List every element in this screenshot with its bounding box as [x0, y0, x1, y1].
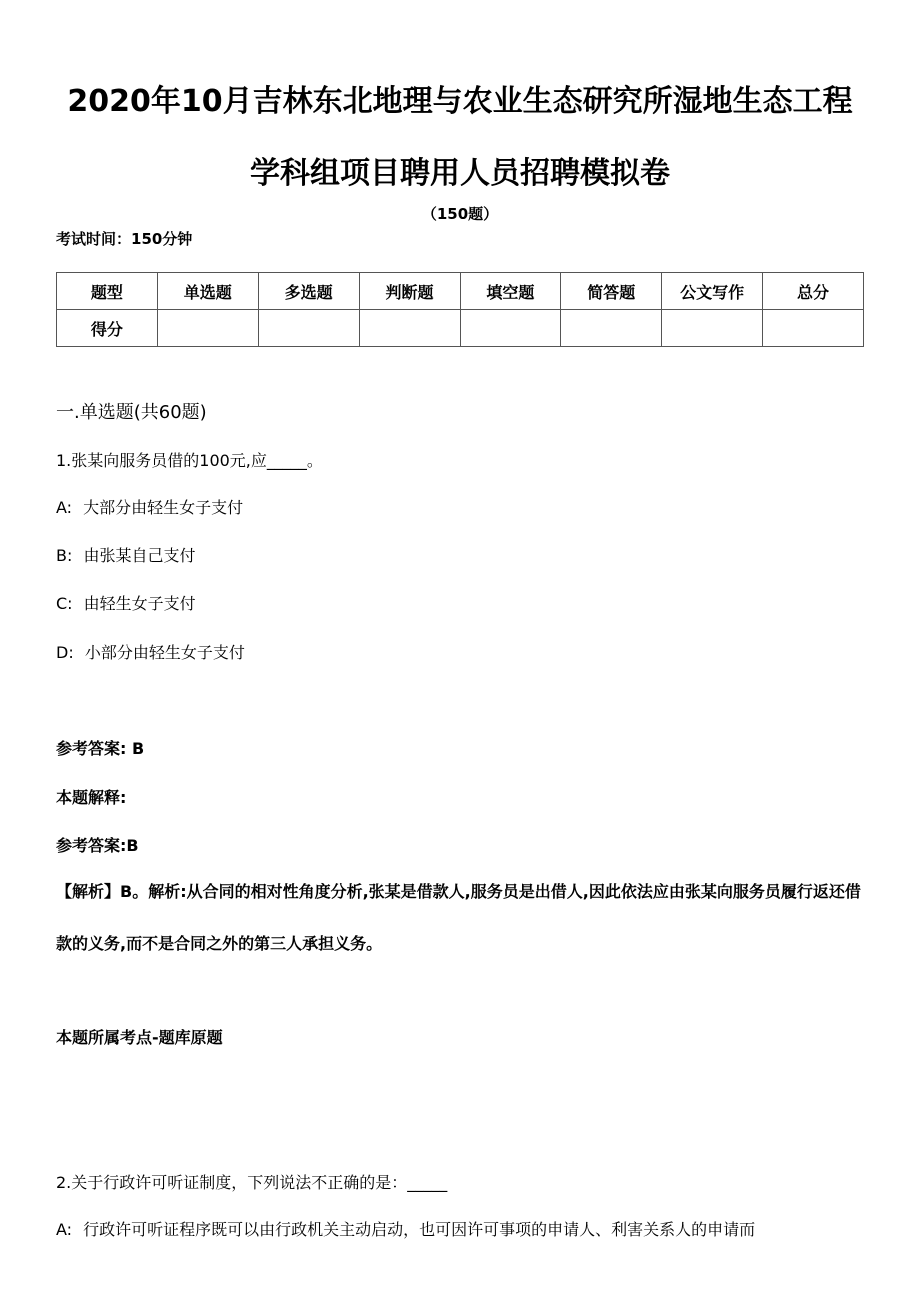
- question-1-option-c: [56, 591, 196, 614]
- score-cell: [359, 310, 460, 347]
- question-1-answer: 参考答案: B: [56, 739, 145, 758]
- question-1-explain-label: 本题解释:: [56, 788, 127, 807]
- option-key: C:: [56, 594, 73, 613]
- question-2-option-a: [56, 1217, 755, 1240]
- score-table-score-row: [57, 310, 864, 347]
- score-row-label: 得分: [57, 310, 158, 347]
- option-text: 由张某自己支付: [83, 546, 196, 565]
- question-1-option-a: [56, 495, 243, 518]
- question-1-option-b: [56, 543, 195, 566]
- option-key: A:: [56, 498, 73, 517]
- question-count: （150题）: [421, 205, 499, 223]
- question-2-stem: 2.关于行政许可听证制度，下列说法不正确的是：_____: [56, 1173, 448, 1192]
- score-cell: [258, 310, 359, 347]
- doc-title-line1: 2020年10月吉林东北地理与农业生态研究所湿地生态工程: [67, 84, 853, 119]
- option-key: A:: [56, 1220, 73, 1239]
- score-cell: [763, 310, 864, 347]
- score-cell: [561, 310, 662, 347]
- score-cell: [460, 310, 561, 347]
- score-header-cell: 单选题: [157, 273, 258, 310]
- score-table-header-row: [57, 273, 864, 310]
- exam-time: 考试时间：150分钟: [56, 230, 193, 248]
- question-1-answer-repeat: 参考答案:B: [56, 836, 139, 855]
- option-text: 行政许可听证程序既可以由行政机关主动启动，也可因许可事项的申请人、利害关系人的申请而: [83, 1220, 756, 1239]
- question-1-stem: 1.张某向服务员借的100元,应_____。: [56, 451, 323, 470]
- score-cell: [662, 310, 763, 347]
- score-table: [56, 272, 864, 347]
- section-title: 一.单选题(共60题): [56, 402, 207, 423]
- question-1-analysis: 【解析】B。解析:从合同的相对性角度分析,张某是借款人,服务员是出借人,因此依法应由张某向服务员履行返还借款的义务,而不是合同之外的第三人承担义务。: [56, 882, 861, 953]
- option-key: B:: [56, 546, 73, 565]
- option-text: 大部分由轻生女子支付: [83, 498, 244, 517]
- score-cell: [157, 310, 258, 347]
- score-header-cell: 总分: [763, 273, 864, 310]
- score-header-cell: 简答题: [561, 273, 662, 310]
- score-header-cell: 多选题: [258, 273, 359, 310]
- score-header-cell: 填空题: [460, 273, 561, 310]
- option-key: D:: [56, 643, 74, 662]
- question-1-topic: 本题所属考点-题库原题: [56, 1028, 223, 1047]
- question-1-option-d: [56, 640, 245, 663]
- score-header-cell: 题型: [57, 273, 158, 310]
- option-text: 由轻生女子支付: [83, 594, 196, 613]
- score-header-cell: 公文写作: [662, 273, 763, 310]
- doc-title-line2: 学科组项目聘用人员招聘模拟卷: [250, 156, 670, 191]
- option-text: 小部分由轻生女子支付: [84, 643, 245, 662]
- score-header-cell: 判断题: [359, 273, 460, 310]
